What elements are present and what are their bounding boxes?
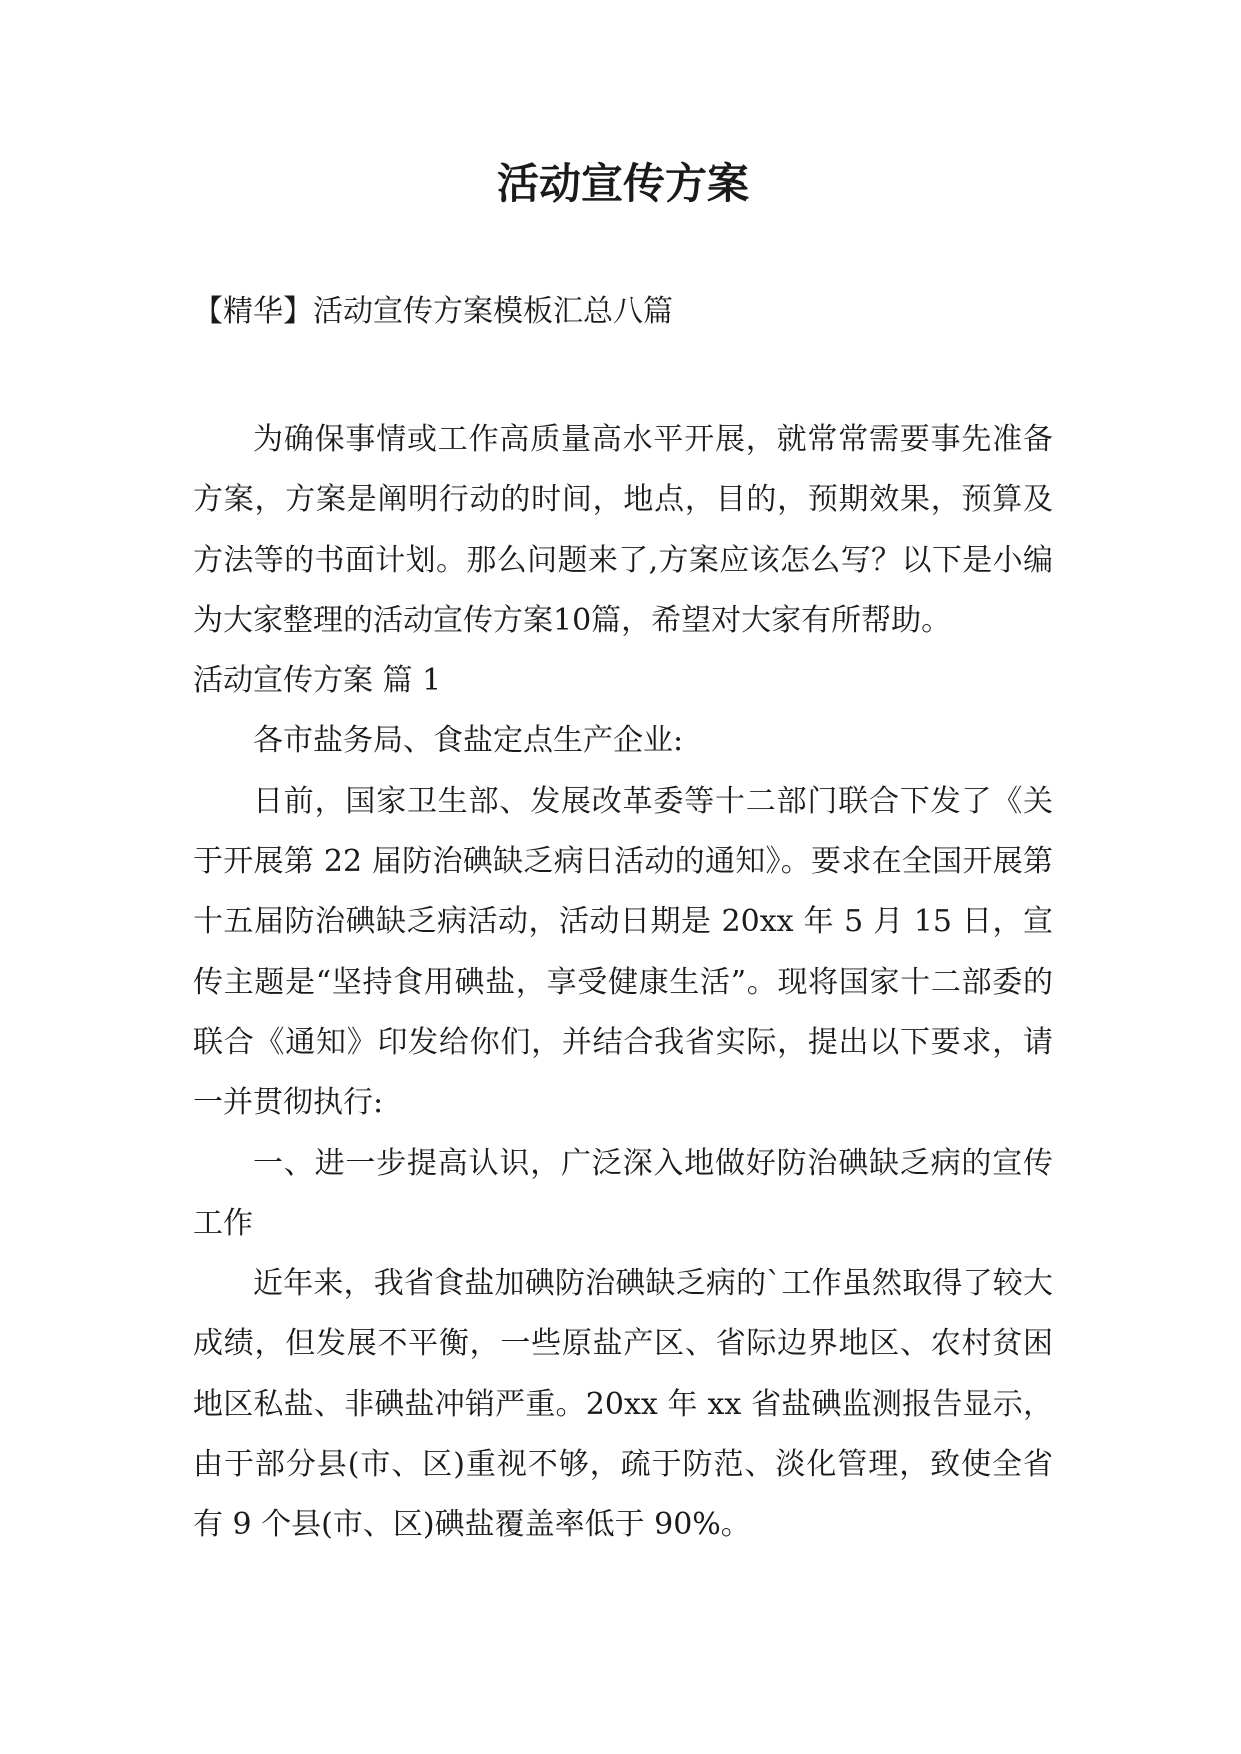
body-paragraph: 日前，国家卫生部、发展改革委等十二部门联合下发了《关于开展第 22 届防治碘缺乏病日活动的通知》。要求在全国开展第十五届防治碘缺乏病活动，活动日期是 20xx 年 5 月 15 日，宣传主题是“坚持食用碘盐，享受健康生活”。现将国家十二部委的联合《通知》印发给你们，并结合我省实际，提出以下要求，请一并贯彻执行: xyxy=(193,783,1053,1121)
body-paragraph: 近年来，我省食盐加碘防治碘缺乏病的`工作虽然取得了较大成绩，但发展不平衡，一些原盐产区、省际边界地区、农村贫困地区私盐、非碘盐冲销严重。20xx 年 xx 省盐碘监测报告显示，由于部分县(市、区)重视不够，疏于防范、淡化管理，致使全省有 9 个县(市、区)碘盐覆盖率低于 90%。 xyxy=(193,1266,1053,1543)
section-heading: 活动宣传方案 篇 1 xyxy=(193,663,442,699)
intro-paragraph: 为确保事情或工作高质量高水平开展，就常常需要事先准备方案，方案是阐明行动的时间，地点，目的，预期效果，预算及方法等的书面计划。那么问题来了,方案应该怎么写？以下是小编为大家整理的活动宣传方案10篇，希望对大家有所帮助。 xyxy=(193,422,1053,638)
document-body xyxy=(193,410,1053,1556)
document-title: 活动宣传方案 xyxy=(496,159,749,208)
body-paragraph: 各市盐务局、食盐定点生产企业: xyxy=(253,723,684,759)
body-paragraph: 一、进一步提高认识，广泛深入地做好防治碘缺乏病的宣传工作 xyxy=(193,1145,1053,1241)
document-subtitle: 【精华】活动宣传方案模板汇总八篇 xyxy=(193,294,673,329)
